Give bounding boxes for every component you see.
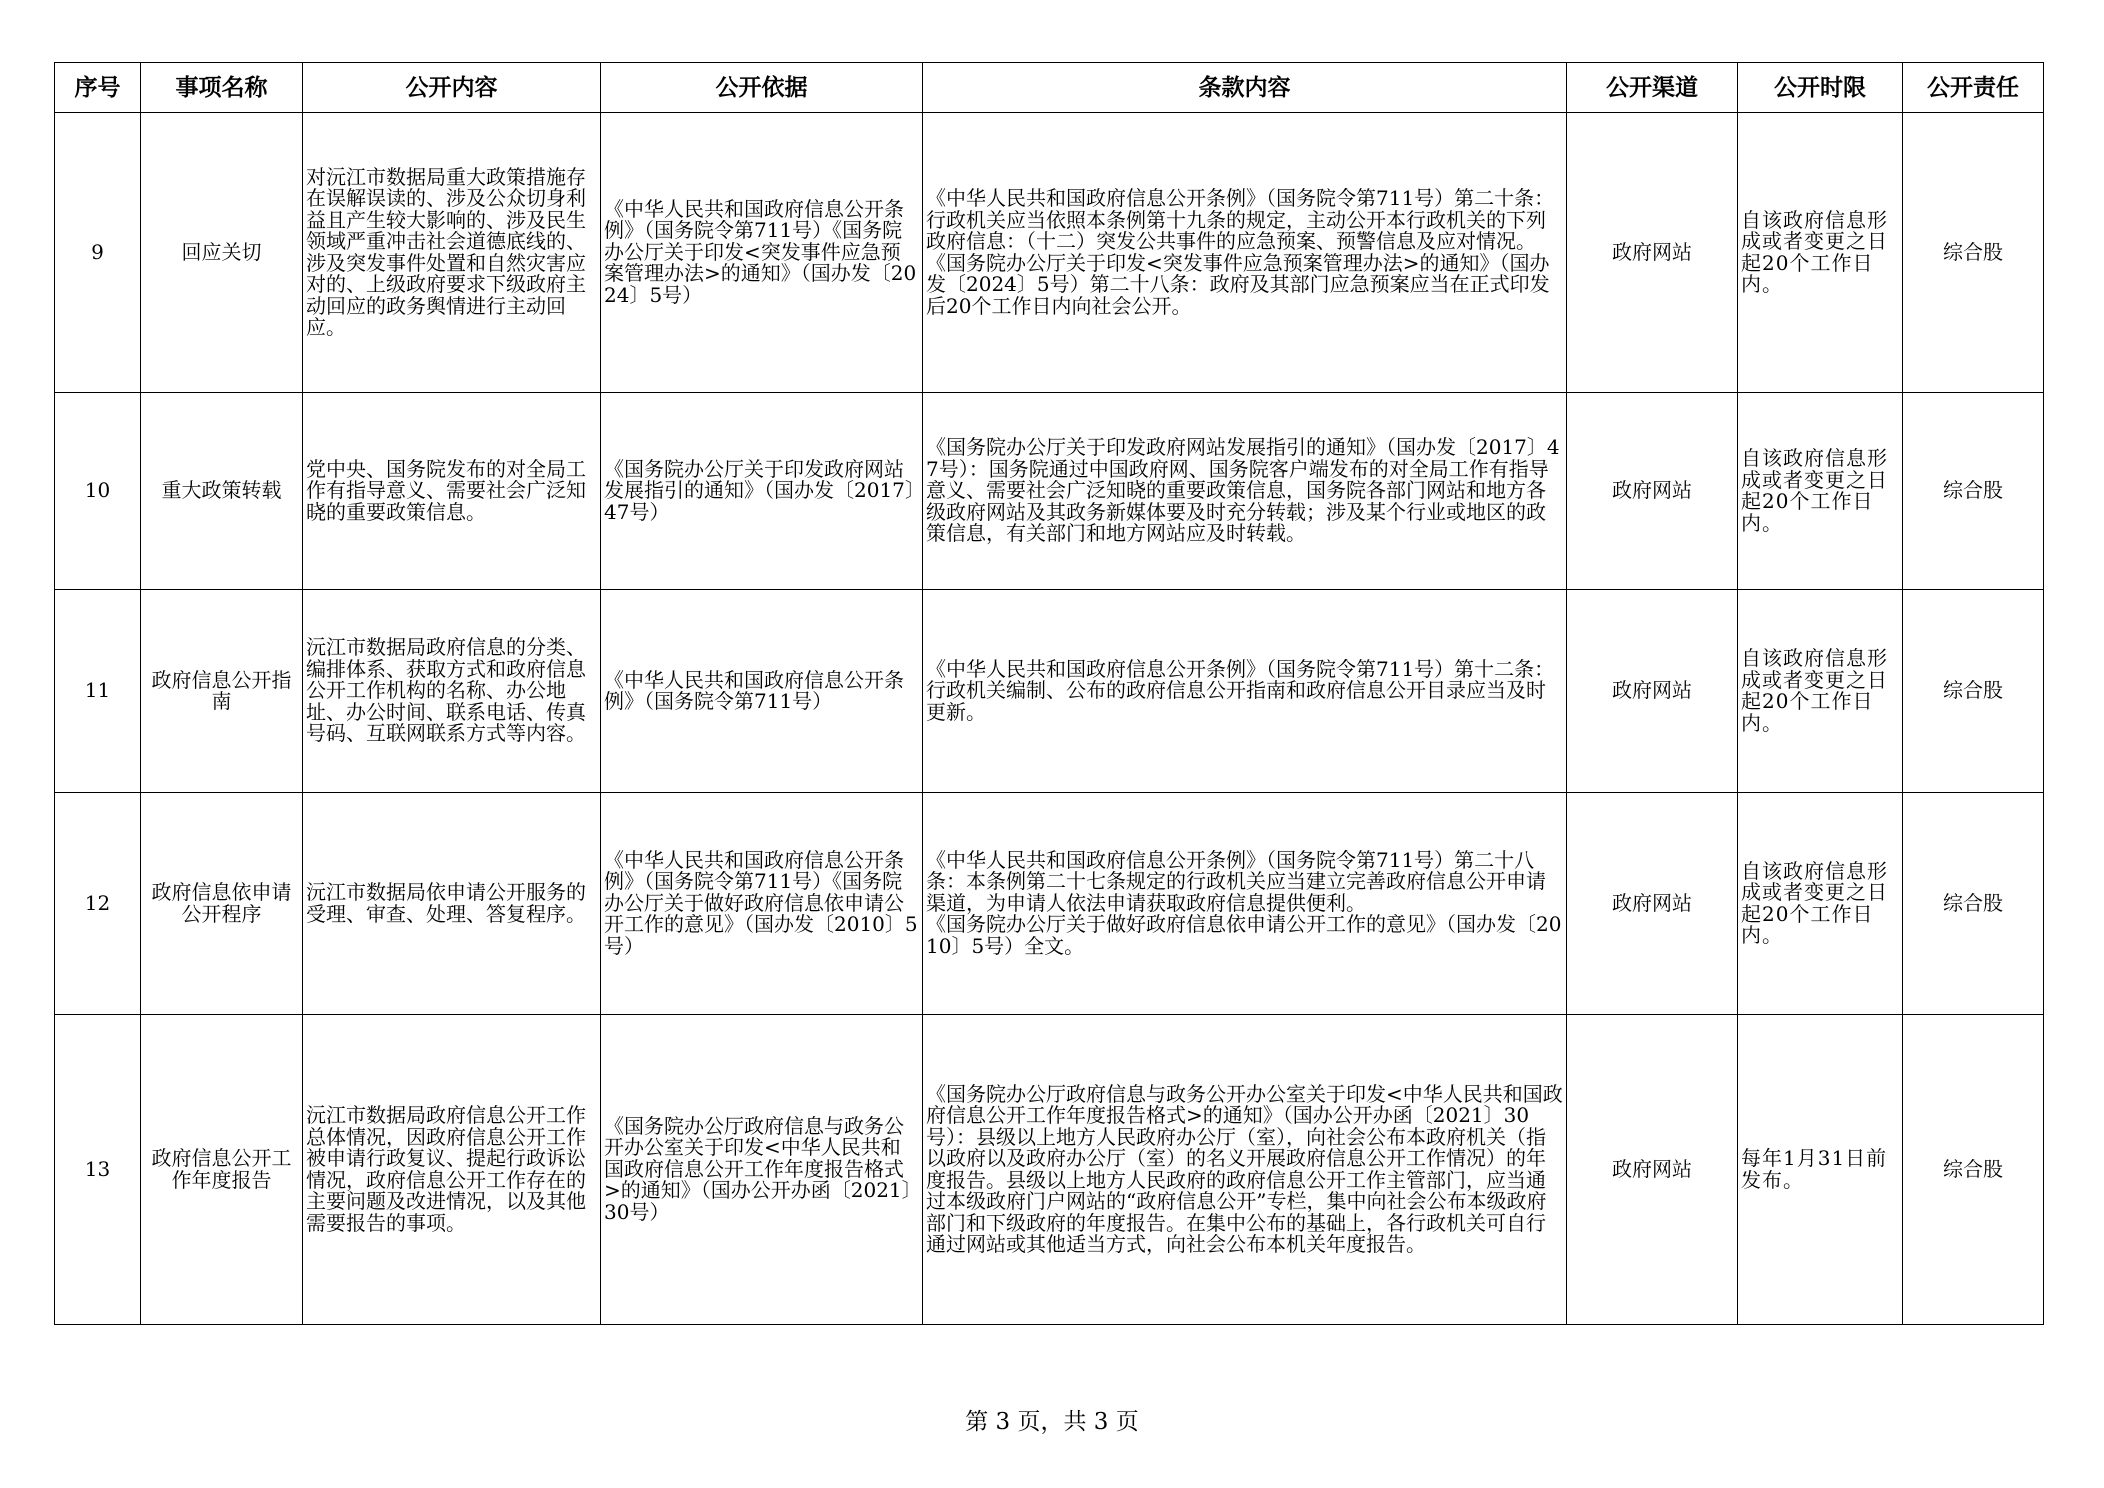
table-row bbox=[55, 1015, 2044, 1325]
row-channel: 政府网站 bbox=[1567, 793, 1738, 1015]
row-clause: 《国务院办公厅政府信息与政务公开办公室关于印发<中华人民共和国政府信息公开工作年度报告格式>的通知》（国办公开办函〔2021〕30号）：县级以上地方人民政府办公厅（室），向社会公布本政府机关（指以政府以及政府办公厅（室）的名义开展政府信息公开工作情况）的年度报告。县级以上地方人民政府的政府信息公开工作主管部门，应当通过本级政府门户网站的“政府信息公开”专栏，集中向社会公布本级政府部门和下级政府的年度报告。在集中公布的基础上，各行政机关可自行通过网站或其他适当方式，向社会公布本机关年度报告。 bbox=[923, 1015, 1567, 1325]
header-no: 序号 bbox=[55, 63, 141, 113]
row-item-name: 政府信息公开工作年度报告 bbox=[141, 1015, 303, 1325]
header-deadline: 公开时限 bbox=[1738, 63, 1903, 113]
row-item-name: 重大政策转载 bbox=[141, 393, 303, 590]
row-clause: 《中华人民共和国政府信息公开条例》（国务院令第711号）第二十八条：本条例第二十七条规定的行政机关应当建立完善政府信息公开申请渠道，为申请人依法申请获取政府信息提供便利。 《国务院办公厅关于做好政府信息依申请公开工作的意见》（国办发〔2010〕5号）全文。 bbox=[923, 793, 1567, 1015]
row-duty: 综合股 bbox=[1903, 393, 2044, 590]
row-content: 对沅江市数据局重大政策措施存在误解误读的、涉及公众切身利益且产生较大影响的、涉及民生领域严重冲击社会道德底线的、涉及突发事件处置和自然灾害应对的、上级政府要求下级政府主动回应的政务舆情进行主动回应。 bbox=[303, 113, 601, 393]
row-no: 13 bbox=[55, 1015, 141, 1325]
row-no: 11 bbox=[55, 590, 141, 793]
page-number: 第 3 页，共 3 页 bbox=[965, 1409, 1139, 1435]
row-clause: 《国务院办公厅关于印发政府网站发展指引的通知》（国办发〔2017〕47号）：国务院通过中国政府网、国务院客户端发布的对全局工作有指导意义、需要社会广泛知晓的重要政策信息，国务院各部门网站和地方各级政府网站及其政务新媒体要及时充分转载；涉及某个行业或地区的政策信息，有关部门和地方网站应及时转载。 bbox=[923, 393, 1567, 590]
row-no: 10 bbox=[55, 393, 141, 590]
row-duty: 综合股 bbox=[1903, 590, 2044, 793]
table-row bbox=[55, 393, 2044, 590]
row-basis: 《中华人民共和国政府信息公开条例》（国务院令第711号） bbox=[601, 590, 923, 793]
header-duty: 公开责任 bbox=[1903, 63, 2044, 113]
table-row bbox=[55, 590, 2044, 793]
row-deadline: 每年1月31日前发布。 bbox=[1738, 1015, 1903, 1325]
row-duty: 综合股 bbox=[1903, 1015, 2044, 1325]
disclosure-table bbox=[54, 62, 2044, 1325]
header-item-name: 事项名称 bbox=[141, 63, 303, 113]
row-deadline: 自该政府信息形成或者变更之日起20个工作日内。 bbox=[1738, 590, 1903, 793]
row-no: 9 bbox=[55, 113, 141, 393]
row-channel: 政府网站 bbox=[1567, 393, 1738, 590]
row-deadline: 自该政府信息形成或者变更之日起20个工作日内。 bbox=[1738, 113, 1903, 393]
table-row bbox=[55, 793, 2044, 1015]
row-deadline: 自该政府信息形成或者变更之日起20个工作日内。 bbox=[1738, 393, 1903, 590]
row-item-name: 政府信息依申请公开程序 bbox=[141, 793, 303, 1015]
row-channel: 政府网站 bbox=[1567, 590, 1738, 793]
row-basis: 《中华人民共和国政府信息公开条例》（国务院令第711号）《国务院办公厅关于印发<突发事件应急预案管理办法>的通知》（国办发〔2024〕5号） bbox=[601, 113, 923, 393]
row-duty: 综合股 bbox=[1903, 793, 2044, 1015]
header-basis: 公开依据 bbox=[601, 63, 923, 113]
row-basis: 《国务院办公厅政府信息与政务公开办公室关于印发<中华人民共和国政府信息公开工作年度报告格式>的通知》（国办公开办函〔2021〕30号） bbox=[601, 1015, 923, 1325]
row-duty: 综合股 bbox=[1903, 113, 2044, 393]
row-content: 沅江市数据局依申请公开服务的受理、审查、处理、答复程序。 bbox=[303, 793, 601, 1015]
row-clause: 《中华人民共和国政府信息公开条例》（国务院令第711号）第十二条：行政机关编制、公布的政府信息公开指南和政府信息公开目录应当及时更新。 bbox=[923, 590, 1567, 793]
row-item-name: 回应关切 bbox=[141, 113, 303, 393]
table-row bbox=[55, 113, 2044, 393]
row-channel: 政府网站 bbox=[1567, 1015, 1738, 1325]
row-deadline: 自该政府信息形成或者变更之日起20个工作日内。 bbox=[1738, 793, 1903, 1015]
row-content: 沅江市数据局政府信息的分类、编排体系、获取方式和政府信息公开工作机构的名称、办公地址、办公时间、联系电话、传真号码、互联网联系方式等内容。 bbox=[303, 590, 601, 793]
row-content: 党中央、国务院发布的对全局工作有指导意义、需要社会广泛知晓的重要政策信息。 bbox=[303, 393, 601, 590]
header-clause: 条款内容 bbox=[923, 63, 1567, 113]
row-basis: 《国务院办公厅关于印发政府网站发展指引的通知》（国办发〔2017〕47号） bbox=[601, 393, 923, 590]
header-channel: 公开渠道 bbox=[1567, 63, 1738, 113]
row-channel: 政府网站 bbox=[1567, 113, 1738, 393]
row-basis: 《中华人民共和国政府信息公开条例》（国务院令第711号）《国务院办公厅关于做好政府信息依申请公开工作的意见》（国办发〔2010〕5号） bbox=[601, 793, 923, 1015]
row-item-name: 政府信息公开指南 bbox=[141, 590, 303, 793]
row-content: 沅江市数据局政府信息公开工作总体情况，因政府信息公开工作被申请行政复议、提起行政诉讼情况，政府信息公开工作存在的主要问题及改进情况，以及其他需要报告的事项。 bbox=[303, 1015, 601, 1325]
row-clause: 《中华人民共和国政府信息公开条例》（国务院令第711号）第二十条：行政机关应当依照本条例第十九条的规定，主动公开本行政机关的下列政府信息：（十二）突发公共事件的应急预案、预警信息及应对情况。 《国务院办公厅关于印发<突发事件应急预案管理办法>的通知》（国办发〔2024〕5号）第二十八条：政府及其部门应急预案应当在正式印发后20个工作日内向社会公开。 bbox=[923, 113, 1567, 393]
row-no: 12 bbox=[55, 793, 141, 1015]
table-header-row bbox=[55, 63, 2044, 113]
header-content: 公开内容 bbox=[303, 63, 601, 113]
